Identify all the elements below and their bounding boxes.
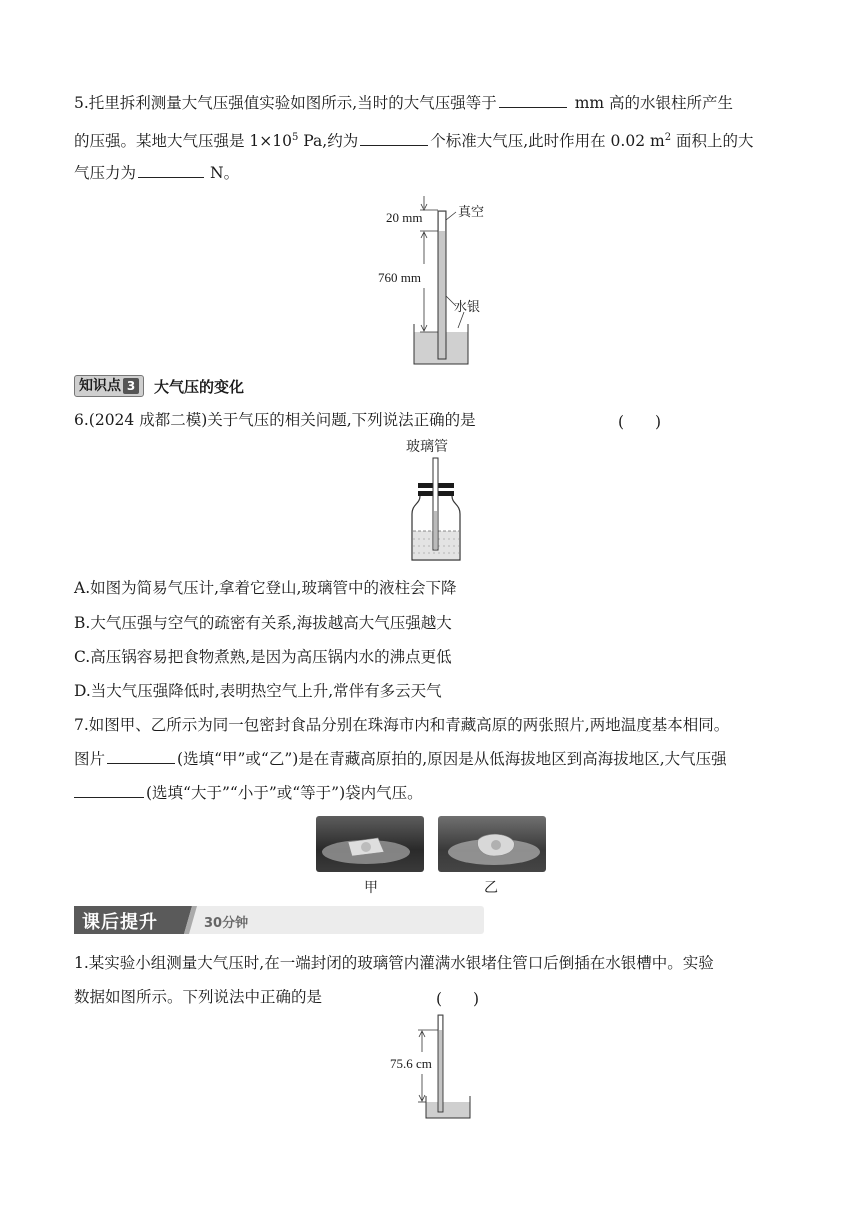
photo-yi xyxy=(438,816,546,872)
section-time: 30分钟 xyxy=(204,916,249,931)
q5-text-2a: 的压强。某地大气压强是 1×10 xyxy=(74,132,292,151)
knowledge-point-number: 3 xyxy=(123,378,139,394)
photo-label-jia: 甲 xyxy=(364,880,378,896)
barometer-figure xyxy=(400,436,470,566)
q5-blank-1[interactable] xyxy=(499,93,567,108)
q5-text-2b: Pa,约为 xyxy=(298,132,359,151)
q5-blank-3[interactable] xyxy=(138,163,204,178)
photo-jia xyxy=(316,816,424,872)
label-mercury: 水银 xyxy=(454,300,481,315)
label-vacuum: 真空 xyxy=(458,205,485,220)
knowledge-point-header xyxy=(74,375,244,397)
q5-text-3a: 气压力为 xyxy=(74,164,137,182)
q5-text-3b: N。 xyxy=(210,164,240,182)
q7-line-1: 7.如图甲、乙所示为同一包密封食品分别在珠海市内和青藏高原的两张照片,两地温度基本相同。 xyxy=(74,716,730,734)
q5-text-1a: 5.托里拆利测量大气压强值实验如图所示,当时的大气压强等于 xyxy=(74,94,497,112)
q5-line-3 xyxy=(74,163,239,183)
q7-text-2b: (选填“甲”或“乙”)是在青藏高原拍的,原因是从低海拔地区到高海拔地区,大气压强 xyxy=(177,750,727,768)
knowledge-point-badge xyxy=(74,375,144,397)
q5-text-2c: 个标准大气压,此时作用在 0.02 m xyxy=(430,132,665,151)
q6-answer-paren[interactable]: ( ) xyxy=(618,413,662,431)
p1-answer-paren[interactable]: ( ) xyxy=(436,990,480,1008)
section-title: 课后提升 xyxy=(82,912,158,933)
p1-line-2: 数据如图所示。下列说法中正确的是 xyxy=(74,988,323,1006)
tube-figure xyxy=(380,1012,480,1122)
p1-line-1: 1.某实验小组测量大气压时,在一端封闭的玻璃管内灌满水银堵住管口后倒插在水银槽中。实验 xyxy=(74,954,714,972)
photo-yi-image xyxy=(438,816,546,872)
q5-text-1b: mm 高的水银柱所产生 xyxy=(574,94,734,112)
q5-exponent-2: 2 xyxy=(664,132,672,143)
label-75-6cm: 75.6 cm xyxy=(390,1056,432,1071)
q6-option-c: C.高压锅容易把食物煮熟,是因为高压锅内水的沸点更低 xyxy=(74,648,452,666)
knowledge-point-title: 大气压的变化 xyxy=(154,377,245,396)
section-header xyxy=(74,904,484,936)
q7-text-3b: (选填“大于”“小于”或“等于”)袋内气压。 xyxy=(146,784,423,802)
bottle-diagram xyxy=(400,436,470,566)
q6-option-d: D.当大气压强降低时,表明热空气上升,常伴有多云天气 xyxy=(74,682,442,700)
q5-blank-2[interactable] xyxy=(360,131,428,146)
q7-text-2a: 图片 xyxy=(74,750,106,768)
q5-text-2d: 面积上的大 xyxy=(671,132,754,151)
q5-exponent: 5 xyxy=(292,132,299,143)
q7-blank-1[interactable] xyxy=(107,749,175,764)
q5-line-2 xyxy=(74,128,754,151)
label-glass-tube: 玻璃管 xyxy=(406,439,448,455)
q7-line-2 xyxy=(74,749,727,769)
label-20mm: 20 mm xyxy=(386,210,423,225)
knowledge-point-badge-text: 知识点 xyxy=(79,378,121,394)
q7-blank-2[interactable] xyxy=(74,783,144,798)
q5-line-1 xyxy=(74,93,733,113)
photo-jia-image xyxy=(316,816,424,872)
label-760mm: 760 mm xyxy=(378,270,421,285)
q6-stem: 6.(2024 成都二模)关于气压的相关问题,下列说法正确的是 xyxy=(74,411,476,429)
q7-line-3 xyxy=(74,783,423,803)
q6-option-a: A.如图为简易气压计,拿着它登山,玻璃管中的液柱会下降 xyxy=(74,579,457,597)
photo-label-yi: 乙 xyxy=(484,880,498,896)
torricelli-figure xyxy=(370,196,520,368)
q6-option-b: B.大气压强与空气的疏密有关系,海拔越高大气压强越大 xyxy=(74,614,452,632)
